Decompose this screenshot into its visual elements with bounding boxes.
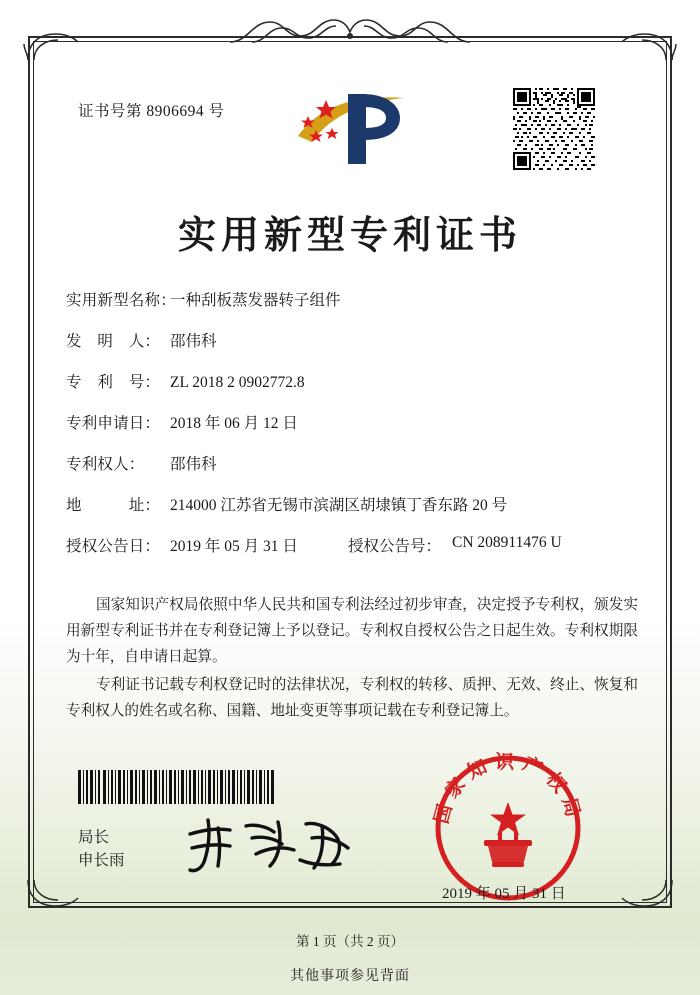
fields-section [66, 288, 636, 575]
field-row-utility-model-name [66, 288, 636, 329]
field-row-inventor [66, 329, 636, 370]
field-label: 专利权人： [66, 456, 145, 473]
cnipa-logo-icon [296, 84, 408, 170]
field-value: 214000 江苏省无锡市滨湖区胡埭镇丁香东路 20 号 [170, 497, 508, 514]
handwritten-signature [182, 814, 362, 876]
field-value: 2019 年 05 月 31 日 [170, 538, 298, 555]
body-text [66, 592, 638, 726]
field-row-grant-announcement [66, 534, 636, 575]
field-row-patentee [66, 452, 636, 493]
director-name: 申长雨 [78, 852, 125, 869]
field-row-address [66, 493, 636, 534]
paragraph-1: 国家知识产权局依照中华人民共和国专利法经过初步审查，决定授予专利权，颁发实用新型专利证书并在专利登记簿上予以登记。专利权自授权公告之日起生效。专利权期限为十年，自申请日起算。 [66, 597, 638, 665]
svg-text:国家知识产权局: 国家知识产权局 [432, 752, 584, 827]
field-label: 发 明 人： [66, 333, 161, 350]
field-value: 邵伟科 [170, 456, 217, 473]
field-value-secondary: CN 208911476 U [452, 534, 562, 551]
qr-code [513, 88, 595, 170]
certificate-number: 证书号第 8906694 号 [78, 103, 225, 120]
top-flourish-ornament [222, 14, 478, 44]
field-label: 授权公告日： [66, 538, 161, 555]
director-title: 局长 [78, 829, 110, 846]
field-label: 专 利 号： [66, 374, 161, 391]
field-value: ZL 2018 2 0902772.8 [170, 374, 305, 391]
field-label: 专利申请日： [66, 415, 161, 432]
page-number: 第 1 页（共 2 页） [296, 934, 404, 949]
barcode [78, 770, 274, 804]
field-label: 地 址： [66, 497, 161, 514]
field-row-application-date [66, 411, 636, 452]
field-row-patent-number [66, 370, 636, 411]
footer-note: 其他事项参见背面 [290, 969, 410, 984]
paragraph-2: 专利证书记载专利权登记时的法律状况，专利权的转移、质押、无效、终止、恢复和专利权人的姓名或名称、国籍、地址变更等事项记载在专利登记簿上。 [66, 677, 638, 719]
page-title: 实用新型专利证书 [177, 215, 522, 257]
field-label-secondary: 授权公告号： [348, 538, 442, 555]
field-label: 实用新型名称： [66, 292, 176, 309]
director-block [78, 826, 125, 872]
field-value: 2018 年 06 月 12 日 [170, 415, 298, 432]
seal-date: 2019 年 05 月 31 日 [442, 886, 566, 902]
field-value: 邵伟科 [170, 333, 217, 350]
field-value: 一种刮板蒸发器转子组件 [170, 292, 341, 309]
